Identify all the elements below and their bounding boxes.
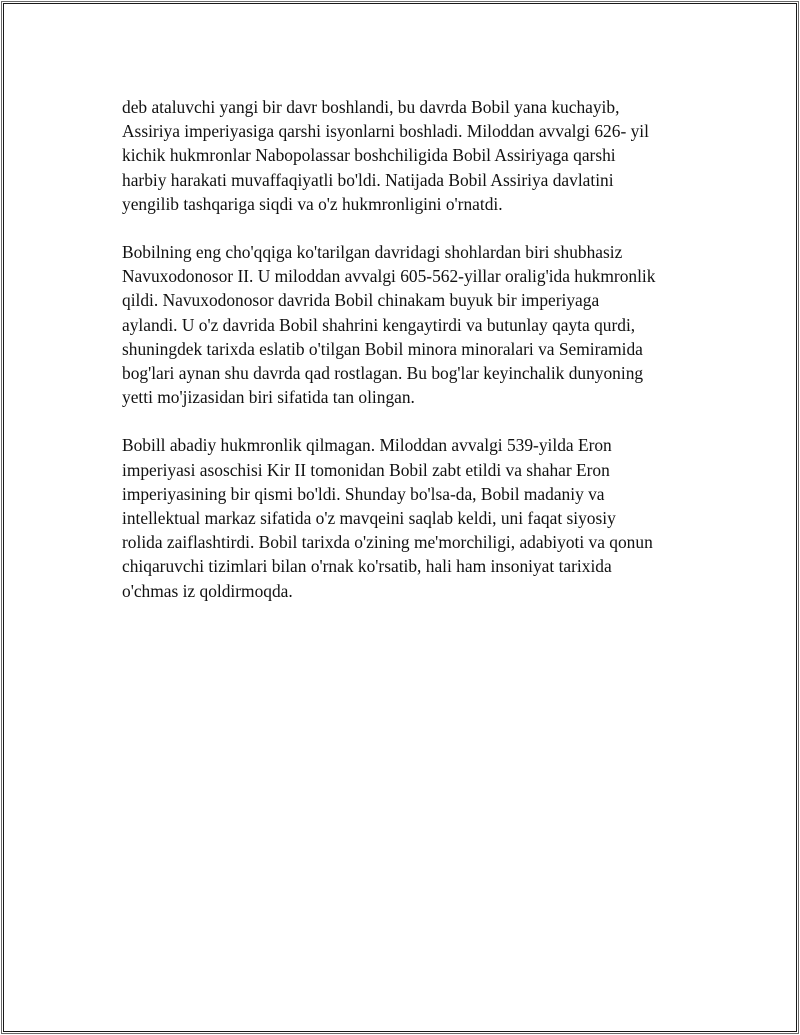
page-frame: [3, 3, 797, 1032]
text-line: Bobilning eng cho'qqiga ko'tarilgan davridagi shohlardan biri shubhasiz: [122, 242, 623, 263]
text-line: intellektual markaz sifatida o'z mavqeini saqlab keldi, uni faqat siyosiy: [122, 508, 616, 529]
paragraph-2: [122, 240, 702, 409]
text-line: rolida zaiflashtirdi. Bobil tarixda o'zining me'morchiligi, adabiyoti va qonun: [122, 532, 653, 553]
text-line: Bobill abadiy hukmronlik qilmagan. Miloddan avvalgi 539-yilda Eron: [122, 435, 612, 456]
text-line: deb ataluvchi yangi bir davr boshlandi, bu davrda Bobil yana kuchayib,: [122, 97, 620, 117]
text-line: imperiyasi asoschisi Kir II tomonidan Bobil zabt etildi va shahar Eron: [122, 459, 610, 480]
text-line: aylandi. U o'z davrida Bobil shahrini kengaytirdi va butunlay qayta qurdi,: [122, 314, 636, 335]
text-line: chiqaruvchi tizimlari bilan o'rnak ko'rsatib, hali ham insoniyat tarixida: [122, 556, 612, 577]
paragraph-3: [122, 433, 702, 602]
paragraph-1: [122, 95, 702, 216]
text-line: yengilib tashqariga siqdi va o'z hukmronligini o'rnatdi.: [122, 193, 503, 214]
text-line: harbiy harakati muvaffaqiyatli bo'ldi. Natijada Bobil Assiriya davlatini: [122, 169, 614, 190]
text-line: qildi. Navuxodonosor davrida Bobil chinakam buyuk bir imperiyaga: [122, 290, 600, 311]
text-line: shuningdek tarixda eslatib o'tilgan Bobil minora minoralari va Semiramida: [122, 338, 643, 359]
document-body: [122, 95, 702, 627]
text-line: Navuxodonosor II. U miloddan avvalgi 605-562-yillar oralig'ida hukmronlik: [122, 266, 656, 287]
text-line: o'chmas iz qoldirmoqda.: [122, 580, 293, 601]
text-line: bog'lari aynan shu davrda qad rostlagan. Bu bog'lar keyinchalik dunyoning: [122, 363, 644, 384]
text-line: kichik hukmronlar Nabopolassar boshchiligida Bobil Assiriyaga qarshi: [122, 145, 616, 166]
text-line: imperiyasining bir qismi bo'ldi. Shunday bo'lsa-da, Bobil madaniy va: [122, 483, 605, 504]
text-line: yetti mo'jizasidan biri sifatida tan olingan.: [122, 387, 415, 408]
text-line: Assiriya imperiyasiga qarshi isyonlarni boshladi. Miloddan avvalgi 626- yil: [122, 121, 649, 142]
